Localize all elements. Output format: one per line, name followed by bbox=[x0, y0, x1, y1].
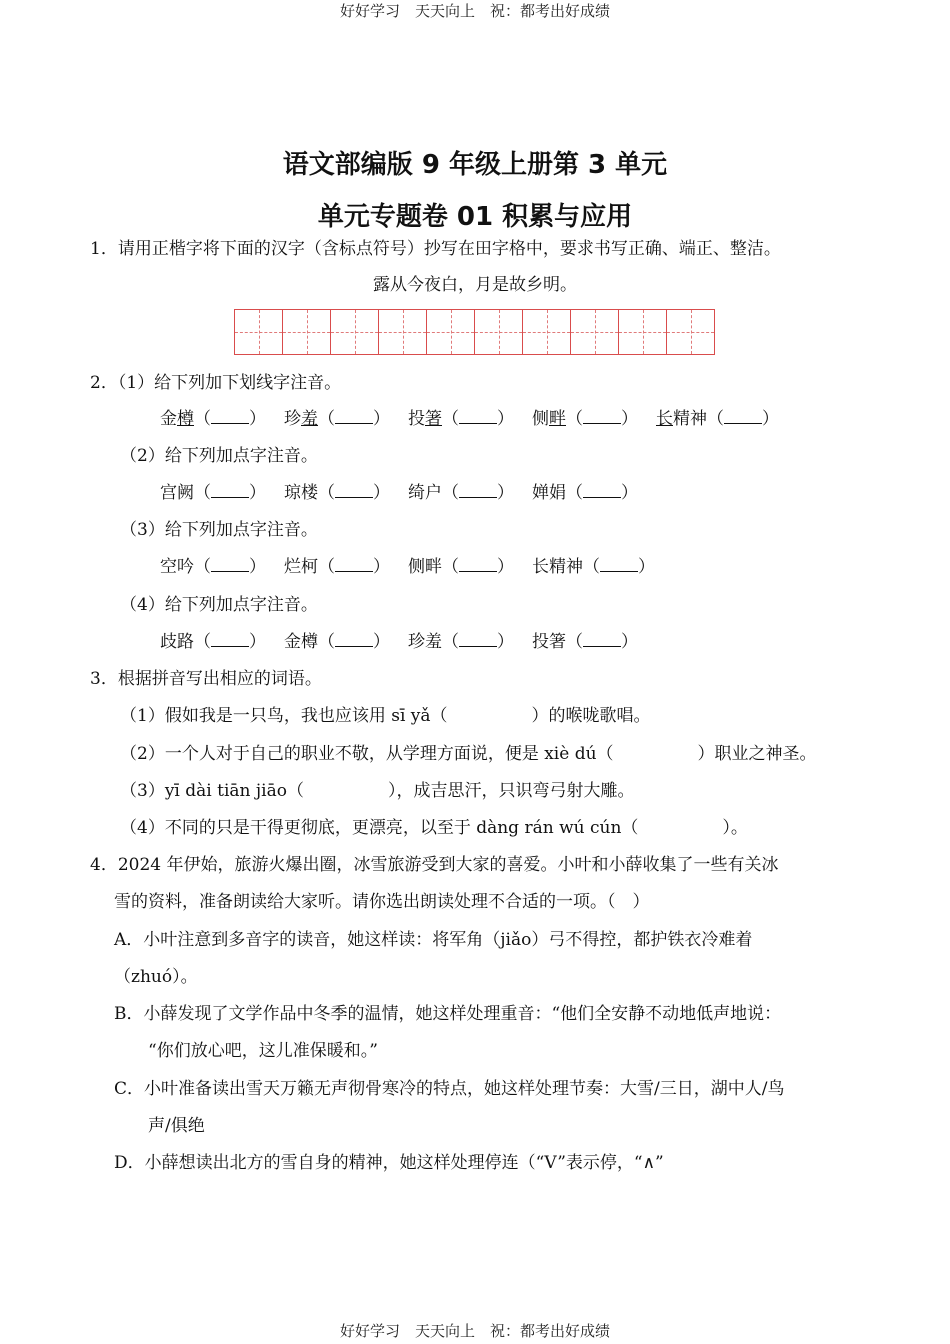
tianzige-cell[interactable] bbox=[283, 309, 331, 355]
answer-blank[interactable] bbox=[459, 483, 497, 498]
answer-blank[interactable] bbox=[211, 557, 249, 572]
q4-option-b-line-1[interactable]: B．小薛发现了文学作品中冬季的温情，她这样处理重音：“他们全安静不动地低声地说： bbox=[114, 1004, 782, 1024]
answer-blank[interactable] bbox=[211, 632, 249, 647]
q2-part1-stem: 2．（1）给下列加下划线字注音。 bbox=[90, 373, 342, 393]
title-line-1: 语文部编版 9 年级上册第 3 单元 bbox=[282, 150, 668, 180]
tianzige-cell[interactable] bbox=[379, 309, 427, 355]
answer-blank[interactable] bbox=[459, 557, 497, 572]
tianzige-cell[interactable] bbox=[523, 309, 571, 355]
q2-part1-items bbox=[160, 408, 779, 430]
pinyin-item: 长精神（ ） bbox=[532, 557, 655, 577]
pinyin-item: 空吟（ ） bbox=[160, 557, 266, 577]
q3-stem: 3．根据拼音写出相应的词语。 bbox=[90, 669, 322, 689]
q2-part4-items bbox=[160, 631, 638, 653]
answer-blank[interactable] bbox=[583, 632, 621, 647]
tianzige-cell[interactable] bbox=[427, 309, 475, 355]
pinyin-item: 烂柯（ ） bbox=[284, 557, 390, 577]
pinyin-item: 婵娟（ ） bbox=[532, 483, 638, 503]
answer-blank[interactable] bbox=[583, 409, 621, 424]
q3-sentence-1 bbox=[120, 705, 651, 727]
q4-option-d-line-1[interactable]: D．小薛想读出北方的雪自身的精神，她这样处理停连（“V”表示停，“∧” bbox=[114, 1153, 664, 1173]
q4-stem-line-2: 雪的资料，准备朗读给大家听。请你选出朗读处理不合适的一项。（ ） bbox=[114, 892, 650, 912]
pinyin-item: 珍羞（ ） bbox=[408, 632, 514, 652]
q4-option-c-line-1[interactable]: C．小叶准备读出雪天万籁无声彻骨寒冷的特点，她这样处理节奏：大雪/三日，湖中人/鸟 bbox=[114, 1079, 785, 1099]
q4-option-a-line-1[interactable]: A．小叶注意到多音字的读音，她这样读：将军角（jiǎo）弓不得控，都护铁衣冷难着 bbox=[114, 930, 753, 950]
page-header: 好好学习 天天向上 祝：都考出好成绩 bbox=[339, 2, 610, 20]
q3-s4-post: ）。 bbox=[722, 818, 748, 838]
q2-part3-items bbox=[160, 556, 655, 578]
q3-s4-pre: （4）不同的只是干得更彻底，更漂亮，以至于 dàng rán wú cún（ bbox=[120, 818, 639, 838]
tianzige-cell[interactable] bbox=[475, 309, 523, 355]
pinyin-item: 琼楼（ ） bbox=[284, 483, 390, 503]
answer-blank[interactable] bbox=[211, 409, 249, 424]
q2-part2-stem: （2）给下列加点字注音。 bbox=[120, 446, 318, 466]
pinyin-item: 投箸（ ） bbox=[532, 632, 638, 652]
answer-blank[interactable] bbox=[724, 409, 762, 424]
q1-stem: 1．请用正楷字将下面的汉字（含标点符号）抄写在田字格中，要求书写正确、端正、整洁。 bbox=[90, 239, 781, 259]
page-footer: 好好学习 天天向上 祝：都考出好成绩 bbox=[339, 1322, 610, 1340]
answer-blank[interactable] bbox=[459, 409, 497, 424]
pinyin-item: 宫阙（ ） bbox=[160, 483, 266, 503]
answer-blank[interactable] bbox=[335, 632, 373, 647]
tianzige-cell[interactable] bbox=[331, 309, 379, 355]
answer-blank[interactable] bbox=[335, 409, 373, 424]
q3-s3-pre: （3）yī dài tiān jiāo（ bbox=[120, 781, 304, 801]
pinyin-item: 歧路（ ） bbox=[160, 632, 266, 652]
tianzige-cell[interactable] bbox=[571, 309, 619, 355]
q3-s2-pre: （2）一个人对于自己的职业不敬，从学理方面说，便是 xiè dú（ bbox=[120, 744, 614, 764]
q2-part2-items bbox=[160, 482, 638, 504]
q3-sentence-4 bbox=[120, 817, 748, 839]
answer-blank[interactable] bbox=[211, 483, 249, 498]
answer-blank[interactable] bbox=[583, 483, 621, 498]
answer-blank[interactable] bbox=[459, 632, 497, 647]
q3-s3-post: ），成吉思汗，只识弯弓射大雕。 bbox=[387, 781, 635, 801]
title-line-2: 单元专题卷 01 积累与应用 bbox=[317, 202, 633, 232]
answer-blank[interactable] bbox=[600, 557, 638, 572]
pinyin-item: 长精神（ ） bbox=[656, 409, 779, 429]
tianzige-cell[interactable] bbox=[235, 309, 283, 355]
pinyin-item: 侧畔（ ） bbox=[408, 557, 514, 577]
q3-sentence-3 bbox=[120, 780, 634, 802]
pinyin-item: 珍羞（ ） bbox=[284, 409, 390, 429]
q4-option-b-line-2: “你们放心吧，这儿准保暖和。” bbox=[148, 1041, 378, 1061]
pinyin-item: 投箸（ ） bbox=[408, 409, 514, 429]
q3-sentence-2 bbox=[120, 743, 817, 765]
q3-s1-post: ）的喉咙歌唱。 bbox=[531, 706, 651, 726]
q2-part4-stem: （4）给下列加点字注音。 bbox=[120, 595, 318, 615]
pinyin-item: 侧畔（ ） bbox=[532, 409, 638, 429]
pinyin-item: 金樽（ ） bbox=[284, 632, 390, 652]
q4-option-a-line-2: （zhuó）。 bbox=[114, 967, 198, 987]
tianzige-grid[interactable] bbox=[234, 309, 717, 355]
q1-copy-text: 露从今夜白，月是故乡明。 bbox=[373, 275, 577, 295]
answer-blank[interactable] bbox=[335, 483, 373, 498]
q4-option-c-line-2: 声/俱绝 bbox=[148, 1116, 205, 1136]
tianzige-cell[interactable] bbox=[667, 309, 715, 355]
answer-blank[interactable] bbox=[335, 557, 373, 572]
q4-stem-line-1: 4．2024 年伊始，旅游火爆出圈，冰雪旅游受到大家的喜爱。小叶和小薛收集了一些有关冰 bbox=[90, 855, 779, 875]
tianzige-cell[interactable] bbox=[619, 309, 667, 355]
pinyin-item: 绮户（ ） bbox=[408, 483, 514, 503]
q3-s1-pre: （1）假如我是一只鸟，我也应该用 sī yǎ（ bbox=[120, 706, 448, 726]
pinyin-item: 金樽（ ） bbox=[160, 409, 266, 429]
q2-part3-stem: （3）给下列加点字注音。 bbox=[120, 520, 318, 540]
q3-s2-post: ）职业之神圣。 bbox=[697, 744, 817, 764]
